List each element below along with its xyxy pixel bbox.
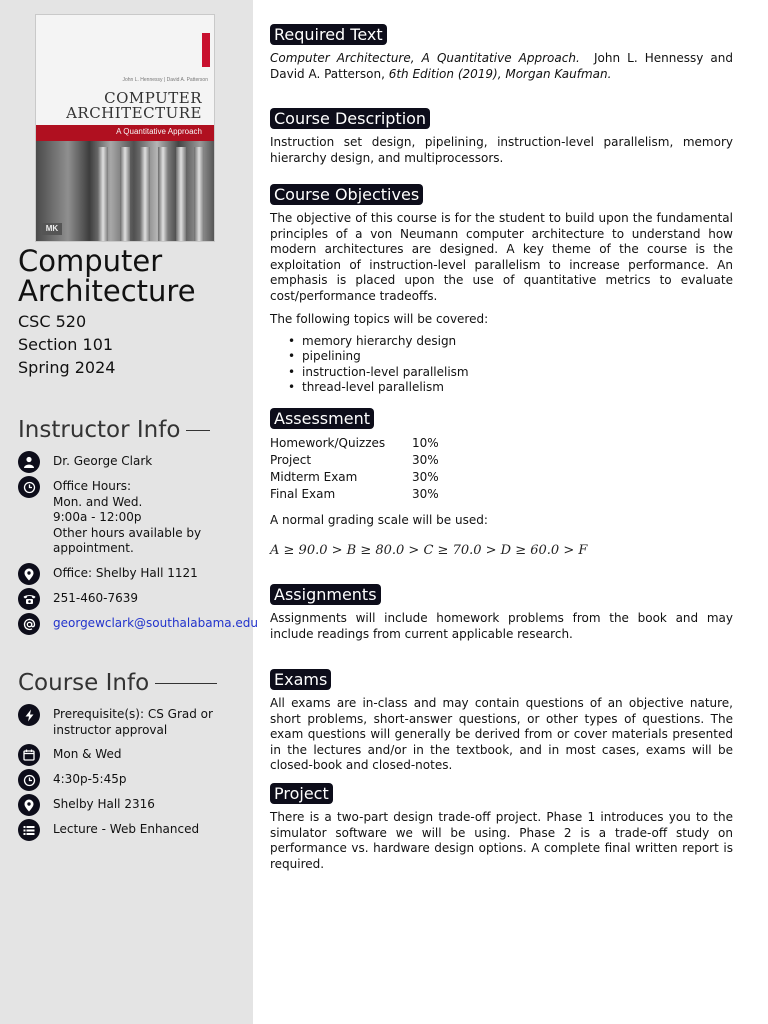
project-heading: Project — [270, 783, 333, 804]
heading-rule — [155, 683, 217, 684]
meeting-days: Mon & Wed — [53, 747, 122, 761]
book-edition: 6th Edition (2019), Morgan Kaufman. — [388, 66, 612, 81]
course-description-heading: Course Description — [270, 108, 430, 129]
at-sign-icon — [18, 613, 40, 635]
instructor-info-heading: Instructor Info — [18, 417, 210, 443]
project-text: There is a two-part design trade-off project. Phase 1 introduces you to the simulator software we will be using. Phase 2 is a trade-off study on performance vs. hardware design options. A complete final written report is required. — [270, 810, 733, 871]
instructor-name-row — [18, 451, 248, 473]
course-info-heading: Course Info — [18, 670, 217, 696]
exams-heading: Exams — [270, 669, 331, 690]
calendar-icon — [18, 744, 40, 766]
course-objectives-text: The objective of this course is for the student to build upon the fundamental principles of a von Neumann computer architecture to understand how modern architectures are designed. A key theme of the course is the exploitation of instruction-level parallelism to increase performance. An emphasis is placed upon the use of quantitative metrics to evaluate cost/performance tradeoffs. — [270, 211, 733, 303]
instructor-name: Dr. George Clark — [53, 454, 153, 468]
location-pin-icon — [18, 563, 40, 585]
course-format: Lecture - Web Enhanced — [53, 822, 200, 836]
meeting-location: Shelby Hall 2316 — [53, 797, 155, 811]
phone-row — [18, 588, 248, 610]
assessment-section — [270, 408, 733, 558]
phone-number: 251-460-7639 — [53, 591, 139, 605]
grading-scale-intro: A normal grading scale will be used: — [270, 513, 488, 527]
required-text-citation — [270, 51, 733, 82]
meeting-time: 4:30p-5:45p — [53, 772, 127, 786]
clock-icon — [18, 769, 40, 791]
office-hours: Office Hours: Mon. and Wed. 9:00a - 12:00p Other hours available by appointment. — [53, 479, 202, 555]
course-title-line1: Computer — [18, 244, 163, 278]
course-objectives-heading: Course Objectives — [270, 184, 423, 205]
cover-subtitle-band — [36, 125, 214, 141]
cover-columns-photo — [36, 141, 214, 241]
book-authors: John L. Hennessy and David A. Patterson, — [270, 51, 733, 81]
room-row — [18, 794, 248, 816]
sidebar — [0, 0, 259, 1024]
course-objectives-section — [270, 184, 733, 396]
office-row — [18, 563, 248, 585]
format-row — [18, 819, 248, 841]
email-row[interactable] — [18, 613, 259, 635]
exams-text: All exams are in-class and may contain questions of an objective nature, short problems, short-answer questions, or other types of questions. The exam questions will generally be derived from or cover materials presented in the lectures and/or in the textbook, and in most cases, exams will be closed-book and closed-notes. — [270, 696, 733, 772]
heading-rule — [186, 430, 210, 431]
course-meta — [18, 310, 115, 379]
publisher-logo: MK — [42, 223, 62, 235]
instructor-email-link[interactable]: georgewclark@southalabama.edu — [53, 616, 259, 630]
course-title-line2: Architecture — [18, 274, 196, 308]
list-icon — [18, 819, 40, 841]
topics-intro: The following topics will be covered: — [270, 312, 489, 326]
course-term: Spring 2024 — [18, 358, 116, 377]
edition-tag — [202, 33, 210, 67]
assignments-text: Assignments will include homework problems from the book and may include readings from current applicable research. — [270, 611, 733, 641]
table-row: Final Exam 30% — [270, 487, 439, 501]
cover-subtitle: A Quantitative Approach — [116, 127, 202, 136]
lightning-icon — [18, 704, 40, 726]
grading-scale-formula: A ≥ 90.0 > B ≥ 80.0 > C ≥ 70.0 > D ≥ 60.0 > F — [270, 542, 588, 558]
office-location: Office: Shelby Hall 1121 — [53, 566, 198, 580]
prerequisites: Prerequisite(s): CS Grad or instructor approval — [53, 707, 213, 737]
cover-authors: John L. Hennessy | David A. Patterson — [122, 77, 208, 83]
clock-icon — [18, 476, 40, 498]
assignments-section — [270, 584, 733, 642]
table-row: Midterm Exam 30% — [270, 470, 439, 484]
cover-title-line2: ARCHITECTURE — [66, 104, 202, 122]
list-item: • instruction-level parallelism — [270, 365, 733, 381]
office-hours-row — [18, 476, 248, 557]
list-item: • pipelining — [270, 349, 733, 365]
course-description-text: Instruction set design, pipelining, instruction-level parallelism, memory hierarchy design, and multiprocessors. — [270, 135, 733, 165]
course-description-section — [270, 108, 733, 166]
exams-section — [270, 669, 733, 774]
course-code: CSC 520 — [18, 312, 87, 331]
phone-icon — [18, 588, 40, 610]
course-title — [18, 246, 196, 306]
book-title: Computer Architecture, A Quantitative Approach. — [270, 51, 580, 65]
topics-list — [270, 334, 733, 396]
assessment-table — [270, 435, 439, 503]
table-row: Homework/Quizzes 10% — [270, 436, 439, 450]
table-row: Project 30% — [270, 453, 439, 467]
textbook-cover-image — [35, 14, 215, 242]
assessment-heading: Assessment — [270, 408, 374, 429]
project-section — [270, 783, 733, 872]
cover-title-line1: COMPUTER — [104, 89, 202, 107]
list-item: • thread-level parallelism — [270, 380, 733, 396]
location-pin-icon — [18, 794, 40, 816]
required-text-heading: Required Text — [270, 24, 387, 45]
course-section: Section 101 — [18, 335, 114, 354]
person-icon — [18, 451, 40, 473]
prereq-row — [18, 704, 248, 738]
days-row — [18, 744, 248, 766]
time-row — [18, 769, 248, 791]
required-text-section — [270, 24, 733, 82]
assignments-heading: Assignments — [270, 584, 381, 605]
list-item: • memory hierarchy design — [270, 334, 733, 350]
